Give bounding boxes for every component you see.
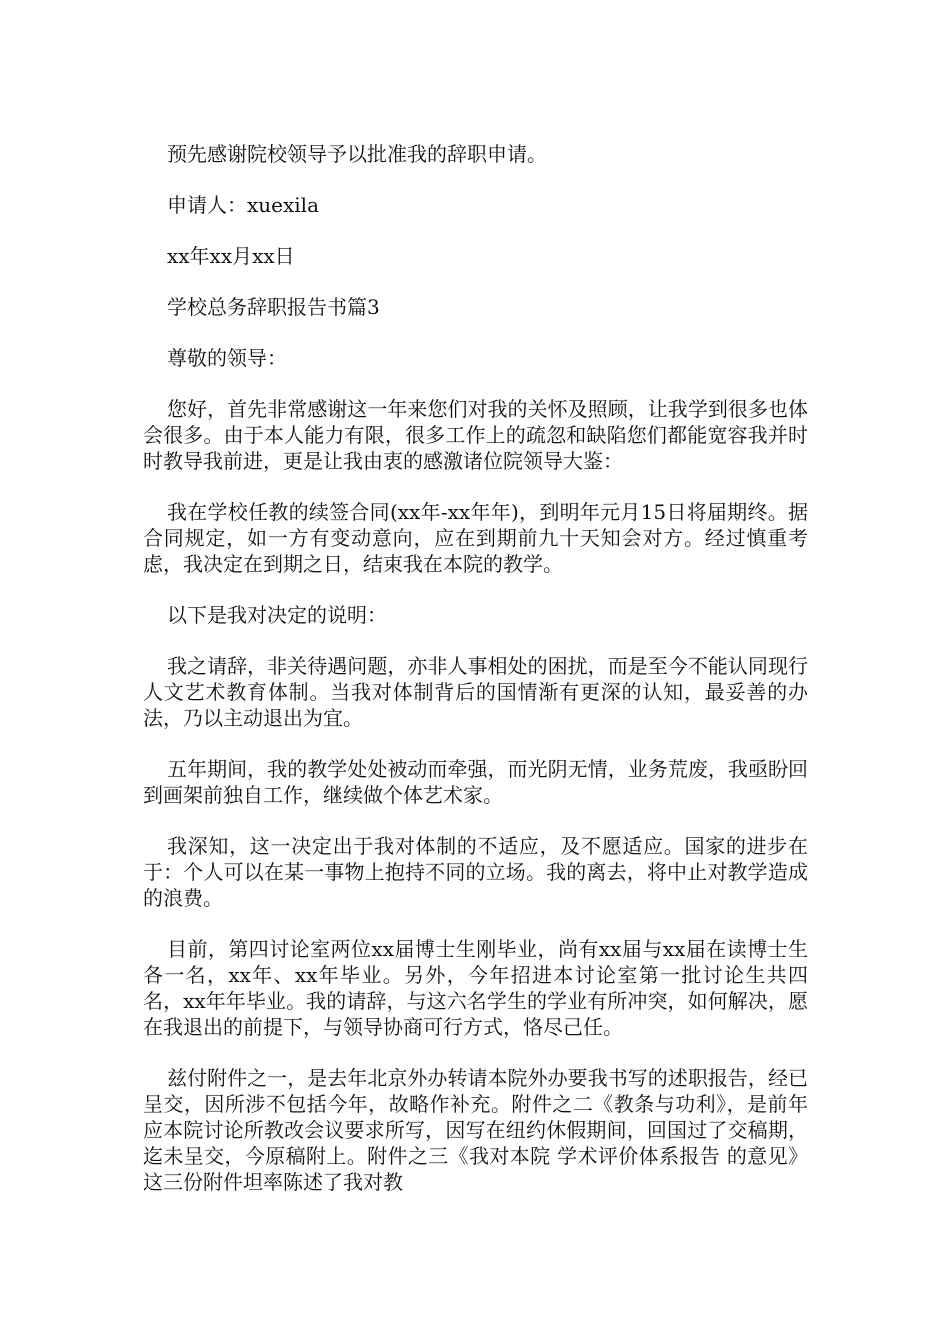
paragraph-section-title: 学校总务辞职报告书篇3 [167, 295, 380, 319]
paragraph-five-years: 五年期间，我的教学处处被动而牵强，而光阴无情，业务荒废，我亟盼回到画架前独自工作，继续做个体艺术家。 [143, 757, 808, 807]
paragraph-applicant: 申请人：xuexila [167, 193, 319, 217]
paragraph-explanation-intro: 以下是我对决定的说明： [167, 603, 387, 627]
document-body [143, 141, 808, 1220]
paragraph-contract: 我在学校任教的续签合同(xx年-xx年年)，到明年元月15日将届期终。据合同规定，如一方有变动意向，应在到期前九十天知会对方。经过慎重考虑，我决定在到期之日，结束我在本院的教学。 [143, 500, 808, 576]
paragraph-decision: 我深知，这一决定出于我对体制的不适应，及不愿适应。国家的进步在于：个人可以在某一事物上抱持不同的立场。我的离去，将中止对教学造成的浪费。 [143, 834, 808, 910]
paragraph-greeting: 您好，首先非常感谢这一年来您们对我的关怀及照顾，让我学到很多也体会很多。由于本人能力有限，很多工作上的疏忽和缺陷您们都能宽容我并时时教导我前进，更是让我由衷的感激诸位院领导大鉴： [143, 397, 808, 473]
paragraph-attachments: 兹付附件之一，是去年北京外办转请本院外办要我书写的述职报告，经已呈交，因所涉不包括今年，故略作补充。附件之二《教条与功利》，是前年应本院讨论所教改会议要求所写，因写在纽约休假期间，回国过了交稿期，迄未呈交，今原稿附上。附件之三《我对本院 学术评价体系报告 的意见》 这三份附件坦率陈述了我对教 [143, 1066, 808, 1194]
paragraph-salutation: 尊敬的领导： [167, 346, 287, 370]
paragraph-students: 目前，第四讨论室两位xx届博士生刚毕业，尚有xx届与xx届在读博士生各一名，xx年、xx年毕业。另外，今年招进本讨论室第一批讨论生共四名，xx年年毕业。我的请辞，与这六名学生的学业有所冲突，如何解决，愿在我退出的前提下，与领导协商可行方式，恪尽己任。 [143, 937, 808, 1039]
paragraph-thanks: 预先感谢院校领导予以批准我的辞职申请。 [167, 142, 547, 166]
paragraph-date: xx年xx月xx日 [167, 244, 295, 268]
paragraph-reason: 我之请辞，非关待遇问题，亦非人事相处的困扰，而是至今不能认同现行人文艺术教育体制。当我对体制背后的国情渐有更深的认知，最妥善的办法，乃以主动退出为宜。 [143, 654, 808, 730]
